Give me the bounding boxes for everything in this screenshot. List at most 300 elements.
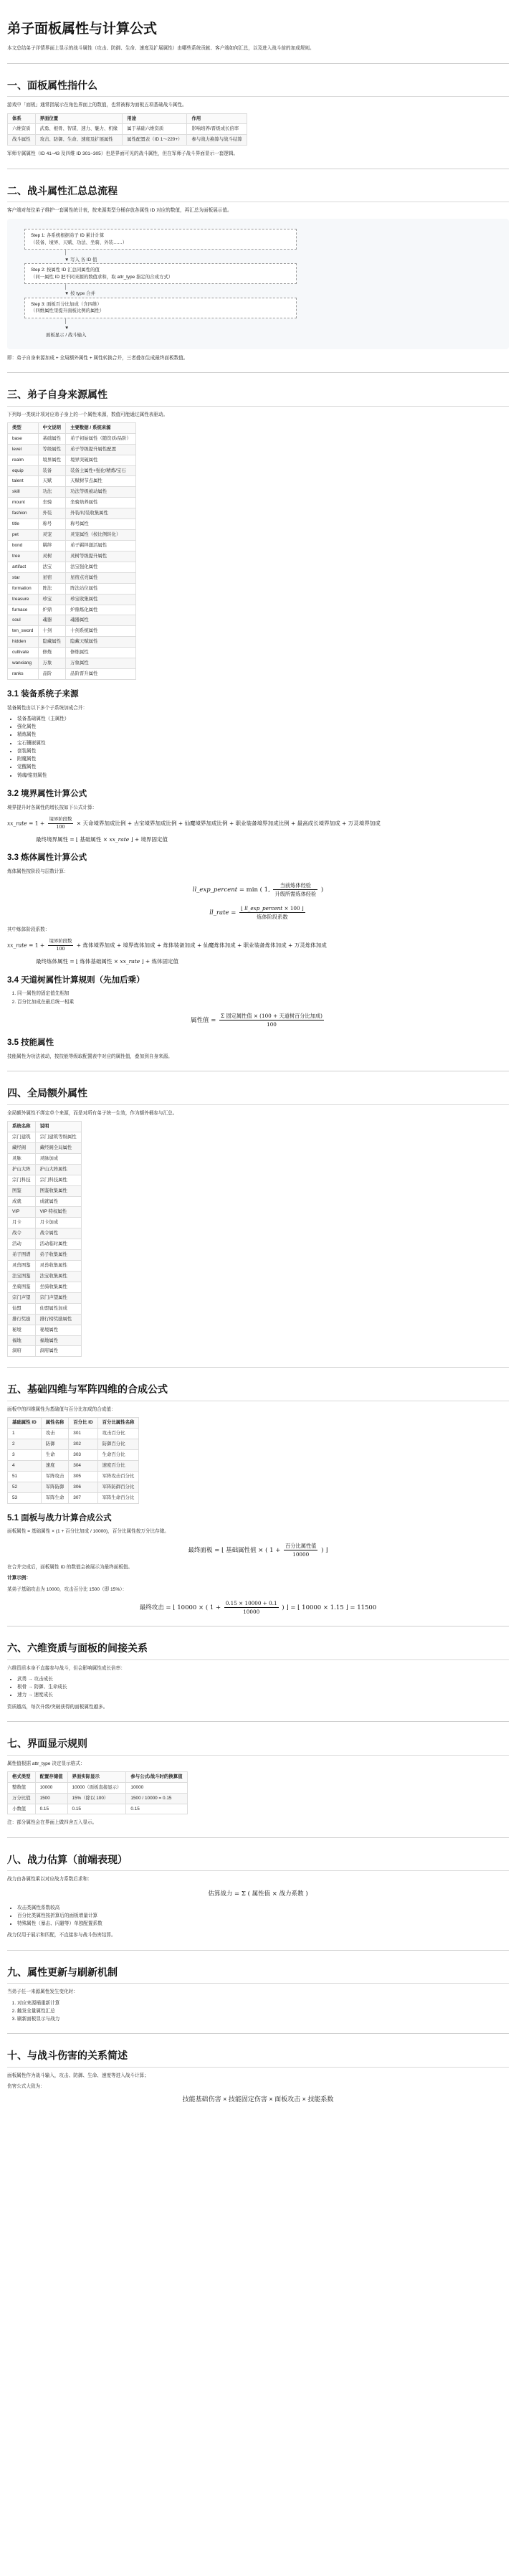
table-cell: pet: [8, 530, 39, 541]
table-cell: 宗门声望: [8, 1292, 36, 1303]
table-cell: 活动: [8, 1239, 36, 1250]
table-header-cell: 说明: [35, 1122, 81, 1132]
s6-paragraph: 六维资质本身不直接参与战斗，但会影响属性成长倍率：: [7, 1665, 125, 1671]
table-header-cell: 中文说明: [38, 422, 66, 433]
table-cell: 藏经阁: [8, 1142, 36, 1153]
table-cell: 星宿: [38, 572, 66, 583]
tree-formula: 属性值 = $\frac{\text{Σ 固定属性值 × (100 + 天道树百分比加成)}}{100}$: [191, 1012, 322, 1028]
table-header-cell: 系统名称: [8, 1122, 36, 1132]
table-cell: 军阵防御: [41, 1482, 69, 1492]
table-cell: 炉鼎: [38, 605, 66, 615]
table-cell: 坐骑培养属性: [66, 498, 136, 508]
table-cell: 修炼属性: [66, 648, 136, 658]
table-row: [8, 1439, 139, 1450]
s6-paragraph-2: 资质越高，每次升级/突破获得的面板属性越多。: [7, 1704, 108, 1710]
table-row: [8, 1228, 82, 1239]
table-cell: 弟子等级提升属性配置: [66, 444, 136, 455]
table-cell: 十剑系统属性: [66, 626, 136, 637]
table-cell: 品阶晋升属性: [66, 669, 136, 680]
s2-paragraph-2: 即：弟子自身来源加成 + 全局额外属性 + 属性转换合并，三者叠加生成最终面板数值。: [7, 355, 188, 361]
table-cell: star: [8, 572, 39, 583]
section-8-title: 八、战力估算（前端表现）: [7, 1852, 509, 1872]
s4-table: [7, 1121, 82, 1357]
s6-list: [17, 1676, 509, 1700]
table-cell: 法宝收集属性: [35, 1272, 81, 1282]
table-cell: 天赋: [38, 476, 66, 487]
table-cell: tree: [8, 551, 39, 562]
table-cell: 小数值: [8, 1804, 36, 1814]
s5-paragraph: 面板中的四维属性为基础值与百分比加成的合成值：: [7, 1407, 116, 1413]
s3-paragraph: 下列每一类统计项对应弟子身上的一个属性来源，数值可能通过属性表驱动。: [7, 412, 168, 417]
table-cell: 法宝: [38, 562, 66, 572]
table-header-cell: 属性名称: [41, 1418, 69, 1429]
table-cell: 0.15: [35, 1804, 67, 1814]
table-cell: base: [8, 433, 39, 444]
table-row: [8, 1196, 82, 1207]
table-row: [8, 1492, 139, 1503]
table-cell: 303: [69, 1450, 97, 1461]
table-row: [8, 1303, 82, 1314]
table-row: [8, 1142, 82, 1153]
table-row: [8, 540, 136, 551]
table-cell: 月卡加成: [35, 1218, 81, 1228]
table-header-cell: 参与公式/战斗时的换算值: [126, 1771, 187, 1782]
table-cell: 灵脉加成: [35, 1153, 81, 1164]
body-formula-3: xx_rate = 1 + $\frac{\text{境界阶段数}}{100}$ + 炼体境界加成 + 境界炼体加成 + 炼体装备加成 + 仙魔炼体加成 + 职业装备炼体加成 + 万灵炼体加成: [7, 938, 327, 952]
list-item: 3. 刷新面板显示与战力: [17, 2016, 509, 2023]
s34-list: [17, 990, 509, 1005]
table-row: [8, 1450, 139, 1461]
table-cell: 302: [69, 1439, 97, 1450]
table-cell: 阵法: [38, 583, 66, 594]
table-cell: 护山大阵属性: [35, 1164, 81, 1175]
table-cell: 星宿点亮属性: [66, 572, 136, 583]
table-cell: 福地: [8, 1335, 36, 1346]
divider: [7, 1837, 509, 1838]
flow-arrow-1: │ ▼ 写入 各 ID 值: [64, 250, 97, 262]
table-cell: 武勇、根骨、智谋、速力、魅力、机缘: [35, 124, 123, 135]
table-row: [8, 135, 247, 146]
table-row: [8, 594, 136, 605]
section-1-title: 一、面板属性指什么: [7, 78, 509, 98]
table-row: [8, 1164, 82, 1175]
table-cell: 坐骑收集属性: [35, 1282, 81, 1292]
table-cell: 羁绊: [38, 540, 66, 551]
table-row: [8, 626, 136, 637]
table-cell: 洞府属性: [35, 1346, 81, 1357]
table-cell: 战令属性: [35, 1228, 81, 1239]
table-row: [8, 1471, 139, 1482]
table-cell: 图鉴: [8, 1185, 36, 1196]
section-10-title: 十、与战斗伤害的关系简述: [7, 2048, 509, 2068]
table-cell: 天赋树节点属性: [66, 476, 136, 487]
table-cell: 军阵攻击百分比: [97, 1471, 139, 1482]
table-header-cell: 作用: [187, 113, 247, 124]
table-cell: 防御百分比: [97, 1439, 139, 1450]
table-cell: 珍宝: [38, 594, 66, 605]
s31-title: 3.1 装备系统子来源: [7, 689, 79, 699]
list-item: 1. 对应来源桶重新计算: [17, 2000, 509, 2007]
table-cell: 301: [69, 1429, 97, 1439]
table-cell: skill: [8, 487, 39, 498]
table-row: [8, 1292, 82, 1303]
s8-paragraph-2: 战力仅用于展示和匹配，不直接参与战斗伤害结算。: [7, 1933, 116, 1938]
table-row: [8, 1207, 82, 1218]
table-row: [8, 615, 136, 626]
table-row: [8, 1314, 82, 1325]
table-row: [8, 1793, 188, 1804]
power-formula: 估算战力 = Σ ( 属性值 × 战力系数 ): [208, 1890, 308, 1898]
table-cell: 1: [8, 1429, 42, 1439]
table-cell: 灵兽收集属性: [35, 1261, 81, 1272]
table-cell: 军阵防御百分比: [97, 1482, 139, 1492]
table-row: [8, 1132, 82, 1143]
table-cell: 4: [8, 1460, 42, 1471]
table-cell: 洞府: [8, 1346, 36, 1357]
flow-step-1: Step 1: 各系统根据弟子 ID 累计计算 （装备、境界、天赋、功法、坐骑、外装……）: [24, 229, 297, 250]
list-item: 1. 同一属性的固定值先相加: [17, 990, 509, 998]
table-cell: 灵宠: [38, 530, 66, 541]
table-cell: 品阶: [38, 669, 66, 680]
section-3-title: 三、弟子自身来源属性: [7, 387, 509, 407]
table-cell: 境界突破属性: [66, 455, 136, 465]
list-item: • 攻击类属性系数较高: [17, 1905, 509, 1912]
table-cell: 外装/时装收集属性: [66, 508, 136, 519]
table-row: [8, 498, 136, 508]
table-cell: 304: [69, 1460, 97, 1471]
table-row: [8, 487, 136, 498]
list-item: • 武勇 → 攻击成长: [17, 1676, 509, 1683]
table-row: [8, 1250, 82, 1261]
table-cell: VIP: [8, 1207, 36, 1218]
table-cell: 基础属性: [38, 433, 66, 444]
table-cell: treasure: [8, 594, 39, 605]
table-cell: 防御: [41, 1439, 69, 1450]
table-cell: 成就: [8, 1196, 36, 1207]
table-cell: 魂器: [38, 615, 66, 626]
s1-paragraph: 游戏中「面板」通常指展示在角色界面上的数值，也常被称为面板五项基础战斗属性。: [7, 103, 187, 108]
table-row: [8, 1429, 139, 1439]
s33-paragraph: 炼体属性按阶段与层数计算：: [7, 868, 69, 874]
table-cell: 护山大阵: [8, 1164, 36, 1175]
table-cell: 修炼: [38, 648, 66, 658]
s35-paragraph: 技能属性为功法被动，按技能等级取配置表中对应的属性值，叠加到自身来源。: [7, 1053, 173, 1059]
table-cell: 0.15: [67, 1804, 126, 1814]
table-row: [8, 1185, 82, 1196]
table-cell: 弟子收集属性: [35, 1250, 81, 1261]
table-cell: 阵法站位属性: [66, 583, 136, 594]
s31-list: [17, 716, 509, 780]
table-cell: 月卡: [8, 1218, 36, 1228]
s35-title: 3.5 技能属性: [7, 1038, 54, 1048]
s10-paragraph: 面板属性作为战斗输入，攻击、防御、生命、速度等进入战斗计算；: [7, 2073, 149, 2078]
table-header-cell: 配置存储值: [35, 1771, 67, 1782]
table-cell: 图鉴收集属性: [35, 1185, 81, 1196]
table-cell: 灵树等级提升属性: [66, 551, 136, 562]
table-cell: 秘境: [8, 1325, 36, 1335]
table-cell: 攻击: [41, 1429, 69, 1439]
table-cell: 52: [8, 1482, 42, 1492]
table-cell: 生命百分比: [97, 1450, 139, 1461]
table-cell: 10000: [126, 1782, 187, 1793]
table-cell: 10000（面板直接显示）: [67, 1782, 126, 1793]
table-row: [8, 124, 247, 135]
table-row: [8, 508, 136, 519]
table-cell: 弟子羁绊激活属性: [66, 540, 136, 551]
s31-paragraph: 装备属性由以下多个子系统加成合并：: [7, 705, 88, 711]
table-cell: 隐藏天赋属性: [66, 637, 136, 648]
table-cell: 53: [8, 1492, 42, 1503]
s2-paragraph: 客户端对每位弟子维护一套属性统计表，按来源类型分桶存放各属性 ID 对应的数值，再汇总为面板展示值。: [7, 208, 232, 214]
table-cell: 法宝强化属性: [66, 562, 136, 572]
table-header-cell: 类型: [8, 422, 39, 433]
table-cell: 弟子初始属性（随资质/品阶）: [66, 433, 136, 444]
table-row: [8, 1804, 188, 1814]
table-row: [8, 530, 136, 541]
list-item: 2. 触发全量属性汇总: [17, 2008, 509, 2015]
table-cell: 坐骑图鉴: [8, 1282, 36, 1292]
table-cell: 等级属性: [38, 444, 66, 455]
table-cell: artifact: [8, 562, 39, 572]
table-row: [8, 476, 136, 487]
table-cell: fashion: [8, 508, 39, 519]
table-cell: 成就属性: [35, 1196, 81, 1207]
table-row: [8, 1272, 82, 1282]
table-cell: 10000: [35, 1782, 67, 1793]
table-cell: mount: [8, 498, 39, 508]
table-cell: 战斗属性: [8, 135, 36, 146]
s1-paragraph-2: 军师专属属性（ID 41~43 及四维 ID 301~305）也是界面可见的战斗属性，但在军师子战斗界面显示一套逻辑。: [7, 151, 239, 157]
table-row: [8, 1282, 82, 1292]
table-cell: 军阵生命: [41, 1492, 69, 1503]
table-row: [8, 433, 136, 444]
table-row: [8, 455, 136, 465]
table-cell: 参与战力换算与战斗结算: [187, 135, 247, 146]
section-2-title: 二、战斗属性汇总总流程: [7, 184, 509, 203]
table-header-cell: 主要数据 / 系统来源: [66, 422, 136, 433]
s32-paragraph: 境界提升时各属性的增长按如下公式计算：: [7, 805, 97, 810]
table-cell: level: [8, 444, 39, 455]
table-cell: 攻击百分比: [97, 1429, 139, 1439]
s4-paragraph: 全局额外属性不绑定单个来源，而是对所有弟子统一生效，作为额外桶参与汇总。: [7, 1110, 178, 1116]
table-cell: 属于基础六维资质: [123, 124, 187, 135]
table-row: [8, 1482, 139, 1492]
table-cell: 称号: [38, 519, 66, 530]
s5-table: [7, 1417, 139, 1503]
table-cell: VIP 特权属性: [35, 1207, 81, 1218]
s34-title: 3.4 天道树属性计算规则（先加后乘）: [7, 975, 145, 985]
table-cell: 306: [69, 1482, 97, 1492]
table-header-cell: 用途: [123, 113, 187, 124]
flow-step-3: Step 3: 面板百分比加成（含四维） （四维属性里提升面板比例的属性）: [24, 298, 297, 318]
damage-formula: 技能基础伤害 × 技能固定伤害 × 面板攻击 × 技能系数: [182, 2096, 334, 2103]
s33-title: 3.3 炼体属性计算公式: [7, 853, 87, 863]
s8-paragraph: 战力由各属性乘以对应战力系数后求和：: [7, 1877, 92, 1883]
table-row: [8, 465, 136, 476]
table-row: [8, 1261, 82, 1272]
table-cell: furnace: [8, 605, 39, 615]
table-cell: 十剑: [38, 626, 66, 637]
table-cell: 属性配置表（ID 1～220+）: [123, 135, 187, 146]
table-cell: 宗门科技属性: [35, 1175, 81, 1185]
table-cell: 军阵攻击: [41, 1471, 69, 1482]
flow-step-2: Step 2: 按属性 ID 汇总同属性的值 （同一属性 ID 把不同来源的数值求和，取 attr_type 指定的合成方式）: [24, 263, 297, 284]
table-row: [8, 1325, 82, 1335]
divider: [7, 372, 509, 373]
list-item: • 宝石镶嵌属性: [17, 740, 509, 747]
table-cell: 装备主属性+强化/精炼/宝石: [66, 465, 136, 476]
s7-note: 注：部分属性会在界面上做四舍五入显示。: [7, 1820, 97, 1826]
s1-table: [7, 113, 247, 146]
table-cell: 宗门建筑: [8, 1132, 36, 1143]
table-cell: 宗门科技: [8, 1175, 36, 1185]
list-item: • 精炼属性: [17, 731, 509, 739]
table-header-cell: 格式类型: [8, 1771, 36, 1782]
table-cell: 0.15: [126, 1804, 187, 1814]
table-cell: 福地属性: [35, 1335, 81, 1346]
table-row: [8, 583, 136, 594]
list-item: • 特殊属性（暴击、闪避等）单独配置系数: [17, 1921, 509, 1928]
table-cell: 境界属性: [38, 455, 66, 465]
divider: [7, 2033, 509, 2034]
divider: [7, 1950, 509, 1951]
table-row: [8, 562, 136, 572]
table-cell: 仙盟属性加成: [35, 1303, 81, 1314]
s7-paragraph: 属性值根据 attr_type 决定显示格式：: [7, 1761, 85, 1766]
table-cell: formation: [8, 583, 39, 594]
table-cell: 速度百分比: [97, 1460, 139, 1471]
example-formula: 最终攻击 = ⌊ 10000 × ( 1 + $\frac{0.15 \times 10000 + 0.1}{10000}$ ) ⌋ = ⌊ 10000 × 1.15 ⌋ = 11500: [139, 1599, 377, 1615]
realm-formula: xx_rate = 1 + $\frac{\text{境界阶段数}}{100}$ × 天命境界加成比例 + 古宝境界加成比例 + 仙魔境界加成比例 + 职业装备境界加成比例 + 最高成长境界加成 + 万灵境界加成: [7, 815, 381, 830]
section-4-title: 四、全局额外属性: [7, 1086, 509, 1105]
table-row: [8, 1239, 82, 1250]
body-formula-1: ll_exp_percent = min ( 1, $\frac{\text{当前炼体经验}}{\text{升级所需炼体经验}}$ ): [192, 882, 324, 898]
s10-paragraph-2: 伤害公式大致为：: [7, 2084, 45, 2090]
table-cell: 隐藏属性: [38, 637, 66, 648]
table-cell: 3: [8, 1450, 42, 1461]
table-row: [8, 1335, 82, 1346]
table-cell: 功法等级被动属性: [66, 487, 136, 498]
s51-example-label: 计算示例：: [7, 1576, 31, 1581]
table-row: [8, 1218, 82, 1228]
divider: [7, 63, 509, 64]
table-cell: 排行奖励: [8, 1314, 36, 1325]
table-cell: 万象: [38, 658, 66, 669]
table-row: [8, 637, 136, 648]
list-item: • 装备基础属性（主属性）: [17, 716, 509, 723]
table-cell: realm: [8, 455, 39, 465]
s9-list: [17, 2000, 509, 2024]
table-cell: 宗门声望属性: [35, 1292, 81, 1303]
table-cell: 2: [8, 1439, 42, 1450]
table-cell: talent: [8, 476, 39, 487]
list-item: • 速力 → 速度成长: [17, 1692, 509, 1699]
table-row: [8, 444, 136, 455]
flow-arrow-3: │ ▼: [64, 318, 70, 331]
table-row: [8, 658, 136, 669]
table-cell: 万象属性: [66, 658, 136, 669]
flow-arrow-2: │ ▼ 按 type 合并: [64, 284, 95, 297]
table-cell: 称号属性: [66, 519, 136, 530]
table-cell: 速度: [41, 1460, 69, 1471]
body-formula-4: 最终炼体属性 = ⌊ 炼体基础属性 × xx_rate ⌋ + 炼体固定值: [36, 957, 179, 965]
table-cell: equip: [8, 465, 39, 476]
section-6-title: 六、六维资质与面板的间接关系: [7, 1641, 509, 1660]
table-cell: 灵树: [38, 551, 66, 562]
table-header-cell: 界面实际显示: [67, 1771, 126, 1782]
table-row: [8, 572, 136, 583]
table-cell: 影响培养/晋级成长倍率: [187, 124, 247, 135]
table-row: [8, 1460, 139, 1471]
table-cell: 秘境属性: [35, 1325, 81, 1335]
table-cell: 305: [69, 1471, 97, 1482]
table-cell: 宗门建筑等级属性: [35, 1132, 81, 1143]
s51-paragraph-2: 在合并完成后，面板属性 ID 的数值会被展示为最终面板值。: [7, 1565, 133, 1571]
table-cell: 外装: [38, 508, 66, 519]
table-row: [8, 648, 136, 658]
table-cell: 法宝图鉴: [8, 1272, 36, 1282]
table-cell: 整数值: [8, 1782, 36, 1793]
table-cell: bond: [8, 540, 39, 551]
table-header-cell: 百分比 ID: [69, 1418, 97, 1429]
section-9-title: 九、属性更新与刷新机制: [7, 1965, 509, 1984]
list-item: • 套装属性: [17, 748, 509, 755]
realm-formula-2: 最终境界属性 = ⌊ 基础属性 × xx_rate ⌋ + 境界固定值: [36, 835, 168, 843]
table-cell: 生命: [41, 1450, 69, 1461]
table-cell: ten_sword: [8, 626, 39, 637]
table-cell: 51: [8, 1471, 42, 1482]
table-cell: title: [8, 519, 39, 530]
s3-table: [7, 422, 136, 680]
flow-diagram: [7, 219, 509, 349]
divider: [7, 1367, 509, 1368]
table-cell: 灵宠属性（按比例转化）: [66, 530, 136, 541]
table-cell: 军阵生命百分比: [97, 1492, 139, 1503]
table-cell: 六维资质: [8, 124, 36, 135]
list-item: • 强化属性: [17, 724, 509, 731]
s8-list: [17, 1905, 509, 1928]
intro-paragraph: 本文总结弟子详情界面上显示的战斗属性（攻击、防御、生命、速度及扩展属性）由哪些系统贡献、客户端如何汇总，以及进入战斗前的加成规则。: [7, 46, 315, 52]
table-row: [8, 1153, 82, 1164]
table-cell: 1500 / 10000 = 0.15: [126, 1793, 187, 1804]
section-7-title: 七、界面显示规则: [7, 1736, 509, 1756]
table-header-cell: 百分比属性名称: [97, 1418, 139, 1429]
section-5-title: 五、基础四维与军阵四维的合成公式: [7, 1382, 509, 1401]
list-item: • 百分比类属性按折算后的面板增量计算: [17, 1913, 509, 1920]
panel-formula: 最终面板 = ⌊ 基础属性值 × ( 1 + $\frac{\text{百分比属性值}}{10000}$ ) ⌋: [188, 1542, 328, 1558]
table-cell: 战令: [8, 1228, 36, 1239]
table-cell: 功法: [38, 487, 66, 498]
flow-output: 面板显示 / 战斗输入: [46, 332, 87, 338]
body-formula-2: ll_rate = $\frac{\text{⌊ ll\_exp\_percent × 100 ⌋}}{\text{炼体阶段系数}}$: [209, 904, 304, 920]
table-cell: 15%（除以 100）: [67, 1793, 126, 1804]
table-cell: 1500: [35, 1793, 67, 1804]
table-cell: 装备: [38, 465, 66, 476]
s51-paragraph: 面板属性 = 基础属性 × (1 + 百分比加成 / 10000)，百分比属性按万分比存储。: [7, 1529, 169, 1535]
table-cell: 炉鼎炼化属性: [66, 605, 136, 615]
table-cell: 攻击、防御、生命、速度及扩展属性: [35, 135, 123, 146]
table-header-cell: 基础属性 ID: [8, 1418, 42, 1429]
table-cell: 灵兽图鉴: [8, 1261, 36, 1272]
table-cell: 排行榜奖励属性: [35, 1314, 81, 1325]
s32-title: 3.2 境界属性计算公式: [7, 789, 87, 798]
list-item: • 附魔属性: [17, 756, 509, 763]
table-cell: 灵脉: [8, 1153, 36, 1164]
table-cell: ranks: [8, 669, 39, 680]
s9-paragraph: 当弟子任一来源属性发生变化时：: [7, 1989, 78, 1995]
table-header-cell: 界面位置: [35, 113, 123, 124]
list-item: • 根骨 → 防御、生命成长: [17, 1684, 509, 1691]
